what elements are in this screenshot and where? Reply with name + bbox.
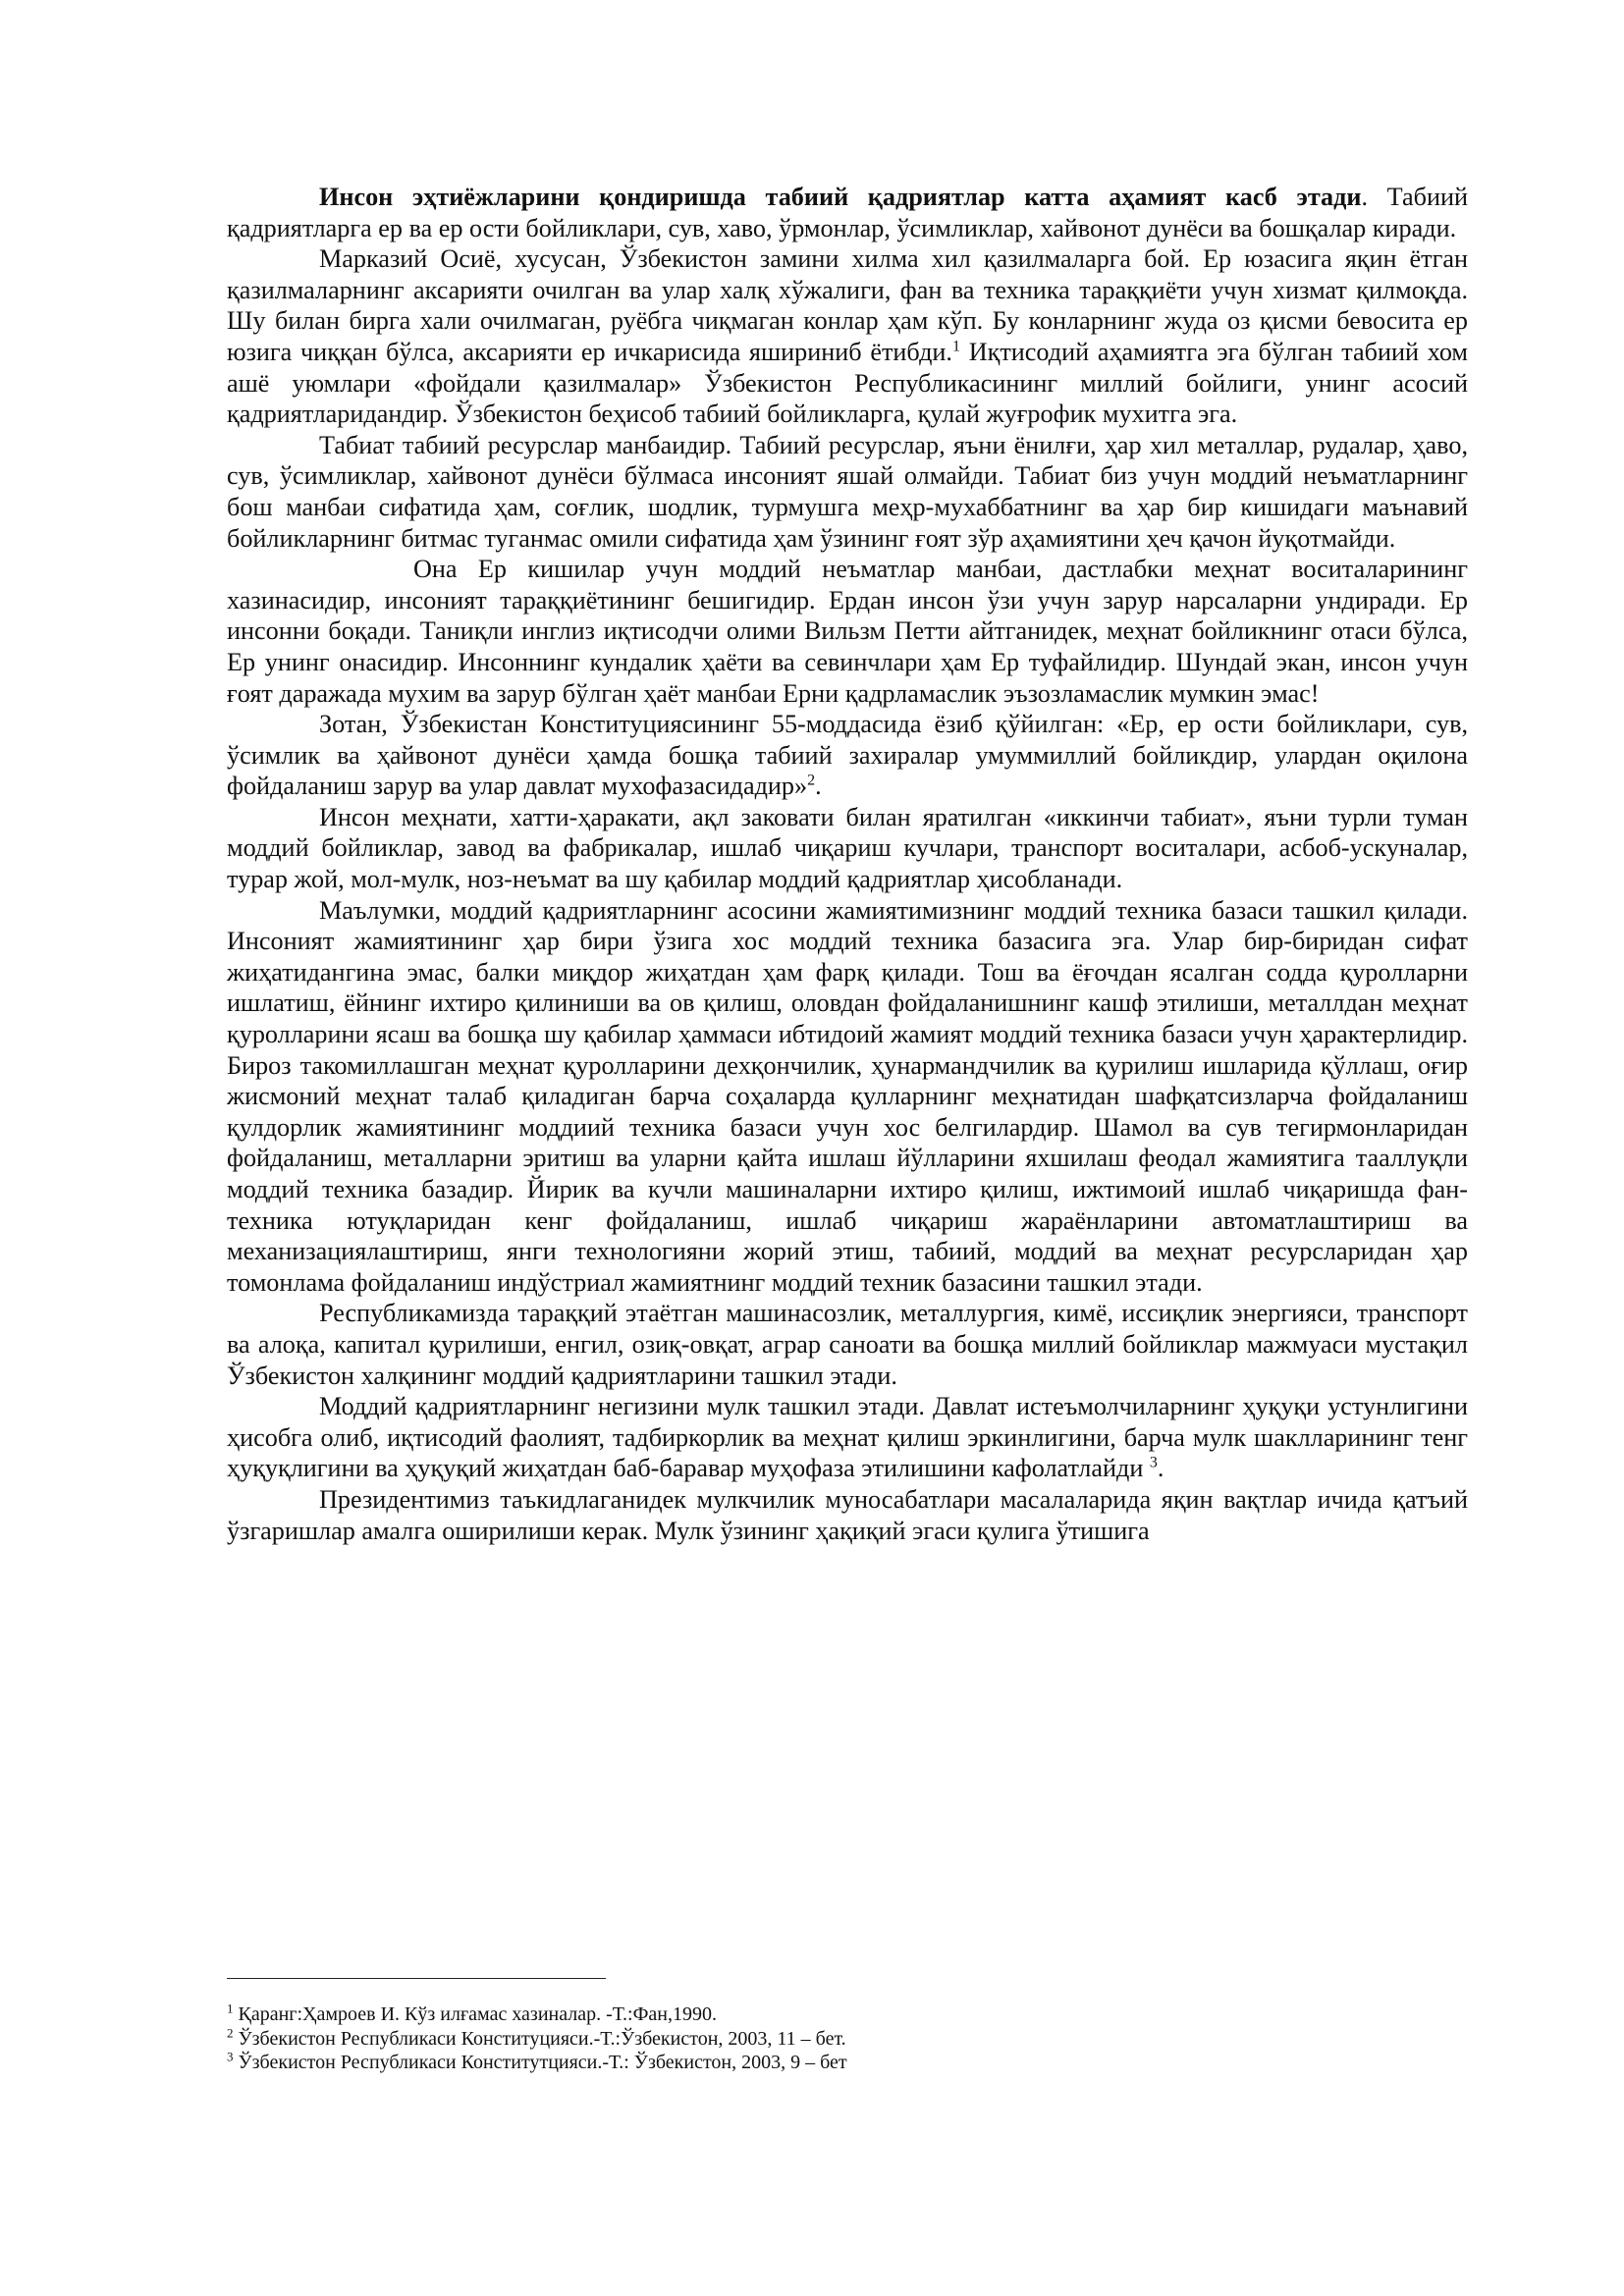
footnote-text: Ўзбекистон Республикаси Конститутцияси.-Т.: Ўзбекистон, 2003, 9 – бет — [233, 2052, 847, 2073]
footnote-ref-1[interactable]: 1 — [951, 338, 960, 355]
footnote-3 — [227, 2051, 1468, 2075]
paragraph-second-nature — [227, 802, 1468, 895]
footnote-number: 1 — [227, 2001, 234, 2016]
paragraph-material-base — [227, 895, 1468, 1299]
paragraph-text: Марказий Осиё, хусусан, Ўзбекистон замини хилма хил қазилмаларга бой. Ер юзасига яқин ётган қазилмаларнинг аксарияти очилган ва улар халқ хўжалиги, фан ва техника тараққиёти учун хизмат қилмоқда. Шу билан бирга хали очилмаган, руёбга чиқмаган конлар ҳам кўп. Бу конларнинг жуда оз қисми бевосита ер юзига чиққан бўлса, аксарияти ер ичкарисида яшириниб ётибди. — [227, 244, 1468, 366]
paragraph-text-continued: Иқтисодий аҳамиятга эга бўлган табиий хом ашё уюмлари «фойдали қазилмалар» Ўзбекистон Республикасининг миллий бойлиги, унинг асосий қадриятларидандир. Ўзбекистон беҳисоб табиий бойликларга, қулай жуғрофик мухитга эга. — [227, 337, 1468, 429]
paragraph-text-continued: . — [1157, 1454, 1164, 1483]
paragraph-nature-resources — [227, 430, 1468, 554]
footnote-number: 3 — [227, 2049, 234, 2064]
paragraph-mother-earth — [227, 554, 1468, 709]
paragraph-text-continued: . — [815, 772, 822, 801]
footnote-ref-2[interactable]: 2 — [807, 772, 816, 789]
lead-bold-period: . — [1361, 183, 1369, 211]
paragraph-text: Инсон меҳнати, хатти-ҳаракати, ақл заковати билан яратилган «иккинчи табиат», яъни турли туман моддий бойликлар, завод ва фабрикалар, ишлаб чиқариш кучлари, транспорт воситалари, асбоб-ускуналар, турар жой, мол-мулк, ноз-неъмат ва шу қабилар моддий қадриятлар ҳисобланади. — [227, 802, 1468, 894]
paragraph-property — [227, 1391, 1468, 1484]
footnote-2 — [227, 2024, 1468, 2052]
footnote-text: Қаранг:Ҳамроев И. Кўз илғамас хазиналар. -Т.:Фан,1990. — [233, 2003, 717, 2025]
footnote-ref-3[interactable]: 3 — [1149, 1454, 1158, 1471]
footnote-text: Ўзбекистон Республикаси Конституцияси.-Т.:Ўзбекистон, 2003, 11 – бет. — [233, 2027, 846, 2050]
paragraph-text: Моддий қадриятларнинг негизини мулк ташкил этади. Давлат истеъмолчиларнинг ҳуқуқи устунлигини ҳисобга олиб, иқтисодий фаолият, тадбиркорлик ва меҳнат қилиш эркинлигини, барча мулк шаклларининг тенг ҳуқуқлигини ва ҳуқуқий жиҳатдан баб-баравар муҳофаза этилишини кафолатлайди — [227, 1392, 1468, 1483]
paragraph-natural-values — [227, 182, 1468, 243]
paragraph-text: Табиат табиий ресурслар манбаидир. Табиий ресурслар, яъни ёнилғи, ҳар хил металлар, рудалар, ҳаво, сув, ўсимликлар, хайвонот дунёси бўлмаса инсоният яшай олмайди. Табиат биз учун моддий неъматларнинг бош манбаи сифатида ҳам, соғлик, шодлик, турмушга меҳр-мухаббатнинг ва ҳар бир кишидаги маънавий бойликларнинг битмас туганмас омили сифатида ҳам ўзининг ғоят зўр аҳамиятини ҳеч қачон йуқотмайди. — [227, 430, 1468, 553]
paragraph-text: Республикамизда тараққий этаётган машинасозлик, металлургия, кимё, иссиқлик энергияси, транспорт ва алоқа, капитал қурилиши, енгил, озиқ-овқат, аграр саноати ва бошқа миллий бойликлар мажмуаси мустақил Ўзбекистон халқининг моддий қадриятларини ташкил этади. — [227, 1299, 1468, 1390]
paragraph-president — [227, 1484, 1468, 1546]
footnotes — [227, 2002, 1468, 2075]
paragraph-text: Табиий қадриятларга ер ва ер ости бойликлари, сув, хаво, ўрмонлар, ўсимликлар, хайвонот дунёси ва бошқалар киради. — [227, 183, 1469, 242]
footnote-1 — [227, 2002, 1468, 2027]
body-text — [227, 182, 1468, 1546]
paragraph-constitution — [227, 709, 1468, 802]
paragraph-text: Она Ер кишилар учун моддий неъматлар манбаи, дастлабки меҳнат воситаларининг хазинасидир, инсоният тараққиётининг бешигидир. Ердан инсон ўзи учун зарур нарсаларни ундиради. Ер инсонни боқади. Таниқли инглиз иқтисодчи олими Вильзм Петти айтганидек, меҳнат бойликнинг отаси бўлса, Ер унинг онасидир. Инсоннинг кундалик ҳаёти ва севинчлари ҳам Ер туфайлидир. Шундай экан, инсон учун ғоят даражада мухим ва зарур бўлган ҳаёт манбаи Ерни қадрламаслик эъзозламаслик мумкин эмас! — [227, 555, 1468, 708]
paragraph-text: Маълумки, моддий қадриятларнинг асосини жамиятимизнинг моддий техника базаси ташкил қилади. Инсоният жамиятининг ҳар бири ўзига хос моддий техника базасига эга. Улар бир-биридан сифат жиҳатидангина эмас, балки миқдор жиҳатдан ҳам фарқ қилади. Тош ва ёғочдан ясалган содда қуролларни ишлатиш, ёйнинг ихтиро қилиниши ва ов қилиш, оловдан фойдаланишнинг кашф этилиши, металлдан меҳнат қуролларини ясаш ва бошқа шу қабилар ҳаммаси ибтидоий жамият моддий техника базаси учун ҳарактерлидир. Бироз такомиллашган меҳнат қуролларини дехқончилик, ҳунармандчилик ва қурилиш ишларида қўллаш, оғир жисмоний меҳнат талаб қиладиган барча соҳаларда қулларнинг меҳнатидан шафқатсизларча фойдаланиш қулдорлик жамиятининг моддиий техника базаси учун хос белгилардир. Шамол ва сув тегирмонларидан фойдаланиш, металларни эритиш ва уларни қайта ишлаш йўлларини яхшилаш феодал жамиятига тааллуқли моддий техника базадир. Йирик ва кучли машиналарни ихтиро қилиш, ижтимоий ишлаб чиқаришда фан-техника ютуқларидан кенг фойдаланиш, ишлаб чиқариш жараёнларини автоматлаштириш ва механизациялаштириш, янги технологияни жорий этиш, табиий, моддий ва меҳнат ресурсларидан ҳар томонлама фойдаланиш индўстриал жамиятнинг моддий техник базасини ташкил этади. — [227, 895, 1468, 1297]
paragraph-central-asia — [227, 243, 1468, 430]
paragraph-republic-industry — [227, 1298, 1468, 1391]
paragraph-text: Президентимиз таъкидлаганидек мулкчилик муносабатлари масалаларида яқин вақтлар ичида қатъий ўзгаришлар амалга оширилиши керак. Мулк ўзининг ҳақиқий эгаси қулига ўтишига — [227, 1484, 1468, 1545]
footnote-number: 2 — [227, 2024, 234, 2040]
lead-bold-sentence: Инсон эҳтиёжларини қондиришда табиий қадриятлар катта аҳамият касб этади — [319, 183, 1362, 211]
footnote-separator — [227, 1978, 606, 1979]
paragraph-text: Зотан, Ўзбекистан Конституциясининг 55-моддасида ёзиб қўйилган: «Ер, ер ости бойликлари, сув, ўсимлик ва ҳайвонот дунёси ҳамда бошқа табиий захиралар умуммиллий бойликдир, улардан оқилона фойдаланиш зарур ва улар давлат мухофазасидадир» — [227, 710, 1468, 801]
